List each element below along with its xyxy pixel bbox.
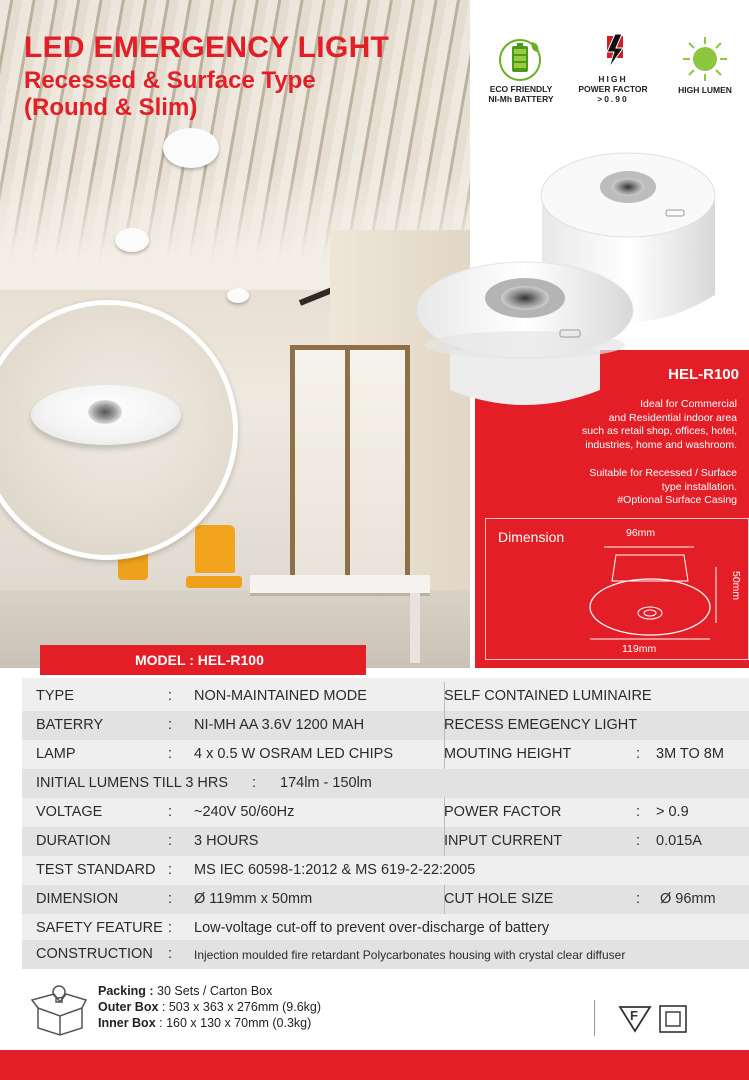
eco-battery-icon bbox=[498, 36, 544, 82]
office-chair-seat bbox=[186, 576, 242, 588]
packing-value: 30 Sets / Carton Box bbox=[153, 984, 273, 998]
ceiling-lamp-2 bbox=[115, 228, 149, 252]
f-mark-letter: F bbox=[630, 1008, 638, 1023]
dimension-bottom-width: 119mm bbox=[622, 643, 657, 655]
sun-lumen-icon bbox=[681, 35, 729, 83]
badge-eco-line2: NI-Mh BATTERY bbox=[488, 94, 554, 104]
office-chair bbox=[195, 525, 235, 573]
spec-colon: : bbox=[168, 833, 173, 849]
installation-line: Suitable for Recessed / Surface bbox=[589, 467, 737, 479]
badge-power-factor bbox=[570, 30, 656, 104]
spec-colon: : bbox=[168, 946, 173, 962]
dimension-height: 50mm bbox=[730, 571, 742, 601]
spec-colon: : bbox=[636, 833, 641, 849]
badge-high-lumen bbox=[662, 30, 748, 95]
spec-value-lamp: 4 x 0.5 W OSRAM LED CHIPS bbox=[194, 746, 394, 762]
spec-row-voltage bbox=[22, 798, 749, 827]
packing-info bbox=[98, 983, 321, 1031]
spec-value-battery: NI-MH AA 3.6V 1200 MAH bbox=[194, 717, 365, 733]
inner-box-value: : 160 x 130 x 70mm (0.3kg) bbox=[155, 1016, 312, 1030]
spec-value-duration: 3 HOURS bbox=[194, 833, 259, 849]
spec-value-cut-hole: Ø 96mm bbox=[660, 891, 716, 907]
badge-pf-line3: >0.90 bbox=[597, 94, 629, 104]
spec-table bbox=[22, 678, 749, 968]
spec-label-lumens: INITIAL LUMENS TILL 3 HRS bbox=[36, 775, 229, 791]
badge-lumen-line1: HIGH LUMEN bbox=[678, 85, 732, 95]
spec-value-lumens: 174lm - 150lm bbox=[280, 775, 372, 791]
spec-row-duration bbox=[22, 827, 749, 856]
model-bar-label: MODEL : HEL-R100 bbox=[135, 652, 264, 668]
description-line: and Residential indoor area bbox=[608, 411, 737, 424]
carton-box-icon bbox=[30, 982, 88, 1036]
outer-box-label: Outer Box bbox=[98, 1000, 159, 1014]
spec-colon: : bbox=[168, 891, 173, 907]
dimension-top-width: 96mm bbox=[626, 527, 656, 539]
spec-value-test-standard: MS IEC 60598-1:2012 & MS 619-2-22:2005 bbox=[194, 862, 476, 878]
spec-colon: : bbox=[168, 746, 173, 762]
installation-line: #Optional Surface Casing bbox=[617, 494, 737, 506]
spec-colon: : bbox=[636, 891, 641, 907]
spec-label-voltage: VOLTAGE bbox=[36, 804, 103, 820]
badge-pf-line2: POWER FACTOR bbox=[578, 84, 648, 94]
spec-colon: : bbox=[252, 775, 257, 791]
spec-label-dimension: DIMENSION bbox=[36, 891, 119, 907]
desk-leg bbox=[410, 593, 420, 663]
subtitle-type: Recessed & Surface Type bbox=[24, 67, 316, 94]
spec-row-safety bbox=[22, 914, 749, 943]
dimension-title: Dimension bbox=[498, 529, 565, 545]
spec-colon: : bbox=[168, 862, 173, 878]
dimension-diagram bbox=[485, 518, 749, 660]
spec-label-cut-hole: CUT HOLE SIZE bbox=[444, 891, 554, 907]
spec-row-type bbox=[22, 682, 749, 711]
model-bar bbox=[40, 645, 366, 675]
double-insulation-icon bbox=[658, 1004, 688, 1034]
spec-row-dimension bbox=[22, 885, 749, 914]
main-title: LED EMERGENCY LIGHT bbox=[24, 31, 390, 64]
spec-label-safety: SAFETY FEATURE bbox=[36, 920, 163, 936]
spec-colon: : bbox=[636, 804, 641, 820]
spec-label-construction: CONSTRUCTION bbox=[36, 946, 153, 962]
inner-box-line bbox=[98, 1015, 321, 1031]
spec-label-battery: BATERRY bbox=[36, 717, 104, 733]
spec-label-type: TYPE bbox=[36, 688, 74, 704]
spec-label-power-factor: POWER FACTOR bbox=[444, 804, 562, 820]
spec-colon: : bbox=[168, 688, 173, 704]
packing-label: Packing : bbox=[98, 984, 154, 998]
spec-value-input-current: 0.015A bbox=[656, 833, 702, 849]
spec-label-duration: DURATION bbox=[36, 833, 111, 849]
spec-colon: : bbox=[168, 920, 173, 936]
description-line: such as retail shop, offices, hotel, bbox=[581, 425, 737, 437]
zoom-lens bbox=[88, 400, 122, 424]
description-line: Ideal for Commercial bbox=[640, 398, 737, 410]
description-line: industries, home and washroom. bbox=[585, 438, 737, 451]
desk bbox=[250, 575, 430, 596]
spec-value-construction: Injection moulded fire retardant Polycarbonates housing with crystal clear diffuser bbox=[194, 948, 626, 962]
spec-label-input-current: INPUT CURRENT bbox=[444, 833, 563, 849]
feature-badges bbox=[478, 30, 748, 120]
spec-label-test-standard: TEST STANDARD bbox=[36, 862, 156, 878]
cert-divider bbox=[594, 1000, 595, 1036]
packing-line bbox=[98, 983, 321, 999]
spec-value-mounting: 3M TO 8M bbox=[656, 746, 724, 762]
spec-row-test-standard bbox=[22, 856, 749, 885]
window bbox=[290, 345, 410, 580]
inner-box-label: Inner Box bbox=[98, 1016, 156, 1030]
spec-colon: : bbox=[168, 804, 173, 820]
outer-box-line bbox=[98, 999, 321, 1015]
bottom-red-bar bbox=[0, 1050, 749, 1080]
badge-pf-line1: HIGH bbox=[598, 74, 628, 84]
spec-colon: : bbox=[168, 717, 173, 733]
product-image bbox=[410, 150, 749, 420]
installation-line: type installation. bbox=[661, 480, 737, 493]
spec-value-dimension: Ø 119mm x 50mm bbox=[194, 891, 313, 907]
spec-value-recess: RECESS EMEGENCY LIGHT bbox=[444, 717, 638, 733]
subtitle-shape: (Round & Slim) bbox=[24, 94, 198, 121]
spec-value-safety: Low-voltage cut-off to prevent over-discharge of battery bbox=[194, 920, 550, 936]
installation-note bbox=[497, 467, 737, 508]
product-model-name: HEL-R100 bbox=[668, 366, 739, 383]
dimension-lamp-drawing bbox=[584, 541, 734, 641]
spec-row-lumens bbox=[22, 769, 749, 798]
badge-eco-friendly bbox=[478, 30, 564, 104]
spec-row-lamp bbox=[22, 740, 749, 769]
power-factor-icon bbox=[593, 32, 633, 72]
ceiling-lamp-1 bbox=[163, 128, 219, 168]
badge-eco-line1: ECO FRIENDLY bbox=[489, 84, 553, 94]
spec-value-type: NON-MAINTAINED MODE bbox=[194, 688, 367, 704]
spec-value-voltage: ~240V 50/60Hz bbox=[194, 804, 295, 820]
certification-marks bbox=[594, 1000, 704, 1036]
spec-label-mounting: MOUTING HEIGHT bbox=[444, 746, 572, 762]
spec-colon: : bbox=[636, 746, 641, 762]
spec-value-power-factor: > 0.9 bbox=[656, 804, 689, 820]
spec-value-luminaire: SELF CONTAINED LUMINAIRE bbox=[444, 688, 652, 704]
spec-row-construction bbox=[22, 940, 749, 969]
ceiling-lamp-3 bbox=[227, 288, 249, 303]
spec-label-lamp: LAMP bbox=[36, 746, 76, 762]
outer-box-value: : 503 x 363 x 276mm (9.6kg) bbox=[158, 1000, 322, 1014]
spec-row-battery bbox=[22, 711, 749, 740]
